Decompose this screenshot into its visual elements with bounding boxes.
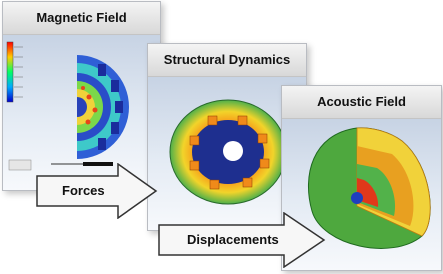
magnetic-info-box [9,160,31,170]
magnetic-field-title: Magnetic Field [36,10,127,25]
displacements-label: Displacements [187,232,279,247]
forces-label: Forces [62,183,105,198]
structural-dynamics-title: Structural Dynamics [163,52,291,67]
magnetic-legend-ticks [14,47,23,97]
magnetic-field-plot [3,2,160,190]
motor-half-section [25,55,129,159]
rotor-hole [223,141,243,161]
magnetic-color-legend [7,42,13,102]
acoustic-source [351,192,363,204]
acoustic-field-title: Acoustic Field [317,94,406,109]
